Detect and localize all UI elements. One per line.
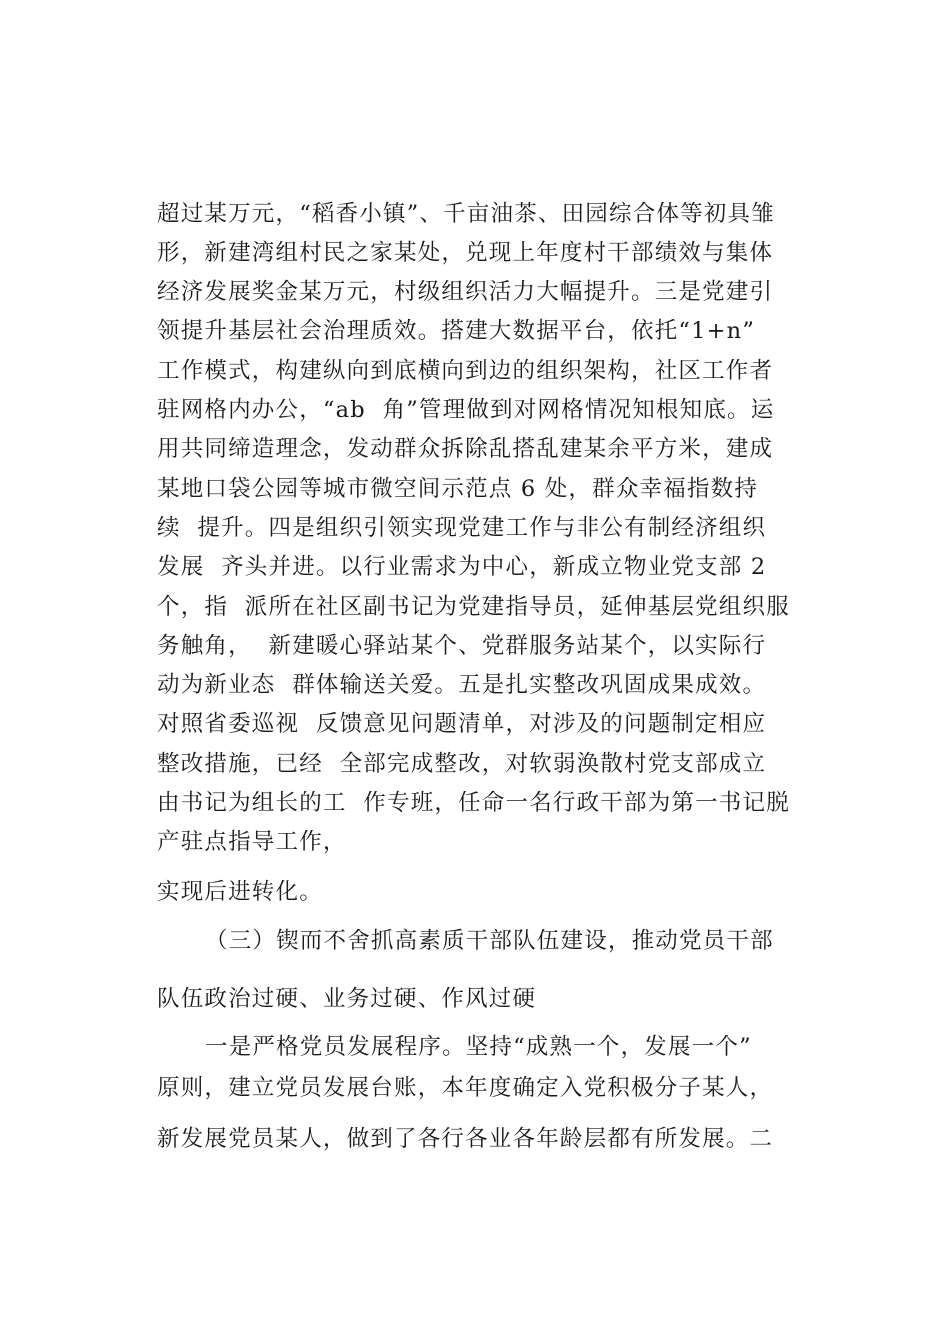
paragraph-line: 务触角， 新建暖心驿站某个、党群服务站某个，以实际行 [157, 633, 767, 659]
paragraph-line: 形，新建湾组村民之家某处，兑现上年度村干部绩效与集体 [157, 240, 774, 266]
paragraph-line: 经济发展奖金某万元，村级组织活力大幅提升。三是党建引 [157, 279, 774, 305]
paragraph-line: 一是严格党员发展程序。坚持“成熟一个，发展一个” [205, 1034, 752, 1060]
section-heading-line: 队伍政治过硬、业务过硬、作风过硬 [157, 986, 537, 1012]
paragraph-line: 产驻点指导工作， [157, 829, 347, 855]
paragraph-line: 发展 齐头并进。以行业需求为中心，新成立物业党支部 2 [157, 554, 767, 580]
paragraph-line: 用共同缔造理念，发动群众拆除乱搭乱建某余平方米，建成 [157, 436, 774, 462]
paragraph-line: 个，指 派所在社区副书记为党建指导员，延伸基层党组织服 [157, 594, 790, 620]
paragraph-line-continued: 实现后进转化。 [157, 879, 323, 905]
section-heading-line: （三）锲而不舍抓高素质干部队伍建设，推动党员干部 [205, 928, 774, 954]
paragraph-line: 驻网格内办公，“ab 角”管理做到对网格情况知根知底。运 [157, 397, 775, 423]
paragraph-line: 工作模式，构建纵向到底横向到边的组织架构，社区工作者 [157, 358, 774, 384]
paragraph-line: 超过某万元，“稻香小镇”、千亩油茶、田园综合体等初具雏 [157, 201, 775, 227]
paragraph-line: 某地口袋公园等城市微空间示范点 6 处，群众幸福指数持 [157, 476, 759, 502]
paragraph-line: 新发展党员某人，做到了各行各业各年龄层都有所发展。二 [157, 1126, 774, 1152]
paragraph-line: 动为新业态 群体输送关爱。五是扎实整改巩固成果成效。 [157, 672, 767, 698]
paragraph-line: 由书记为组长的工 作专班，任命一名行政干部为第一书记脱 [157, 790, 790, 816]
paragraph-line: 整改措施，已经 全部完成整改，对软弱涣散村党支部成立 [157, 751, 767, 777]
paragraph-line: 领提升基层社会治理质效。搭建大数据平台，依托“1+n” [157, 318, 756, 344]
paragraph-line: 续 提升。四是组织引领实现党建工作与非公有制经济组织 [157, 515, 767, 541]
paragraph-line: 对照省委巡视 反馈意见问题清单，对涉及的问题制定相应 [157, 711, 767, 737]
paragraph-line: 原则，建立党员发展台账，本年度确定入党积极分子某人， [157, 1075, 774, 1101]
